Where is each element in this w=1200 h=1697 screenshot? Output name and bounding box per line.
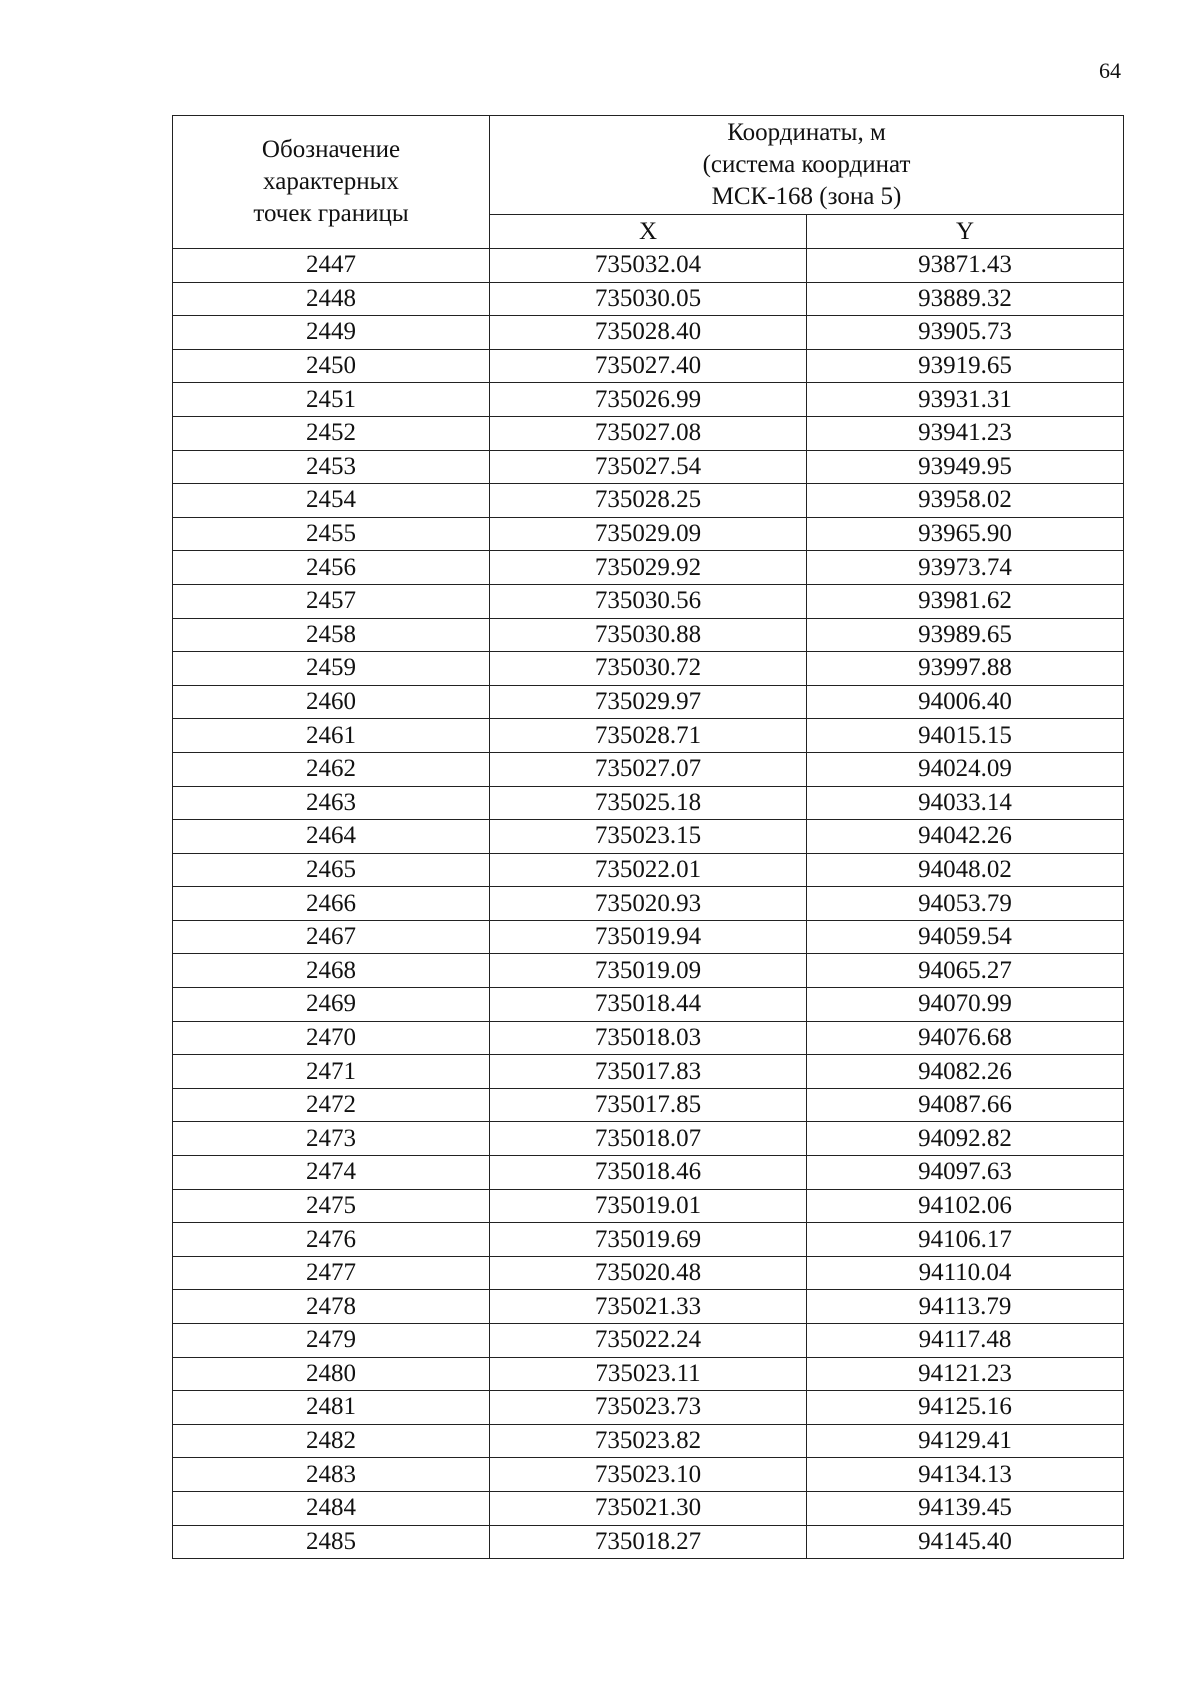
- cell-x: 735022.24: [490, 1324, 807, 1358]
- header-designation-line: точек границы: [253, 200, 409, 227]
- cell-y: 94110.04: [807, 1256, 1124, 1290]
- cell-x: 735027.08: [490, 416, 807, 450]
- cell-x: 735029.97: [490, 685, 807, 719]
- table-row: [173, 349, 1124, 383]
- table-row: [173, 517, 1124, 551]
- cell-x: 735018.46: [490, 1156, 807, 1190]
- cell-x: 735027.40: [490, 349, 807, 383]
- cell-y: 94134.13: [807, 1458, 1124, 1492]
- cell-point: 2468: [173, 954, 490, 988]
- header-point-designation: [173, 116, 490, 249]
- cell-point: 2472: [173, 1088, 490, 1122]
- cell-point: 2450: [173, 349, 490, 383]
- cell-y: 94129.41: [807, 1424, 1124, 1458]
- table-row: [173, 1189, 1124, 1223]
- table-body: [173, 249, 1124, 1559]
- table-row: [173, 887, 1124, 921]
- header-x: X: [490, 215, 807, 249]
- cell-point: 2478: [173, 1290, 490, 1324]
- cell-x: 735017.83: [490, 1055, 807, 1089]
- table-row: [173, 1055, 1124, 1089]
- cell-point: 2451: [173, 383, 490, 417]
- table-row: [173, 551, 1124, 585]
- table-row: [173, 652, 1124, 686]
- cell-y: 94042.26: [807, 820, 1124, 854]
- cell-point: 2449: [173, 316, 490, 350]
- cell-x: 735023.73: [490, 1391, 807, 1425]
- cell-y: 94070.99: [807, 988, 1124, 1022]
- cell-point: 2474: [173, 1156, 490, 1190]
- cell-x: 735028.71: [490, 719, 807, 753]
- cell-y: 94087.66: [807, 1088, 1124, 1122]
- page-number: 64: [1099, 58, 1121, 83]
- cell-y: 93989.65: [807, 618, 1124, 652]
- table-row: [173, 1491, 1124, 1525]
- cell-x: 735025.18: [490, 786, 807, 820]
- cell-point: 2482: [173, 1424, 490, 1458]
- table-row: [173, 1156, 1124, 1190]
- table-row: [173, 484, 1124, 518]
- table-row: [173, 1424, 1124, 1458]
- cell-x: 735023.11: [490, 1357, 807, 1391]
- cell-x: 735027.54: [490, 450, 807, 484]
- cell-point: 2485: [173, 1525, 490, 1559]
- cell-x: 735028.40: [490, 316, 807, 350]
- table-header: [173, 116, 1124, 249]
- cell-y: 93941.23: [807, 416, 1124, 450]
- header-coords-line: Координаты, м: [727, 119, 886, 146]
- cell-point: 2484: [173, 1491, 490, 1525]
- cell-x: 735019.09: [490, 954, 807, 988]
- table-row: [173, 820, 1124, 854]
- table-row: [173, 1324, 1124, 1358]
- cell-x: 735032.04: [490, 249, 807, 283]
- cell-x: 735021.33: [490, 1290, 807, 1324]
- cell-point: 2464: [173, 820, 490, 854]
- cell-y: 94113.79: [807, 1290, 1124, 1324]
- table-row: [173, 1391, 1124, 1425]
- cell-x: 735030.05: [490, 282, 807, 316]
- cell-y: 94092.82: [807, 1122, 1124, 1156]
- cell-y: 94082.26: [807, 1055, 1124, 1089]
- table-row: [173, 920, 1124, 954]
- cell-point: 2481: [173, 1391, 490, 1425]
- cell-x: 735018.03: [490, 1021, 807, 1055]
- cell-y: 93889.32: [807, 282, 1124, 316]
- cell-point: 2458: [173, 618, 490, 652]
- cell-point: 2476: [173, 1223, 490, 1257]
- cell-point: 2465: [173, 853, 490, 887]
- cell-x: 735030.88: [490, 618, 807, 652]
- table-row: [173, 450, 1124, 484]
- cell-x: 735018.07: [490, 1122, 807, 1156]
- cell-y: 94024.09: [807, 752, 1124, 786]
- cell-y: 94033.14: [807, 786, 1124, 820]
- header-designation-line: характерных: [263, 168, 399, 195]
- cell-point: 2473: [173, 1122, 490, 1156]
- cell-point: 2460: [173, 685, 490, 719]
- cell-point: 2456: [173, 551, 490, 585]
- cell-point: 2467: [173, 920, 490, 954]
- cell-x: 735019.94: [490, 920, 807, 954]
- cell-x: 735023.15: [490, 820, 807, 854]
- table-row: [173, 1021, 1124, 1055]
- cell-y: 94097.63: [807, 1156, 1124, 1190]
- cell-x: 735030.72: [490, 652, 807, 686]
- table-row: [173, 1458, 1124, 1492]
- cell-x: 735021.30: [490, 1491, 807, 1525]
- cell-point: 2455: [173, 517, 490, 551]
- cell-y: 94048.02: [807, 853, 1124, 887]
- table-row: [173, 316, 1124, 350]
- cell-y: 93931.31: [807, 383, 1124, 417]
- cell-y: 94065.27: [807, 954, 1124, 988]
- cell-x: 735022.01: [490, 853, 807, 887]
- cell-y: 93958.02: [807, 484, 1124, 518]
- table-row: [173, 853, 1124, 887]
- cell-y: 94139.45: [807, 1491, 1124, 1525]
- cell-point: 2454: [173, 484, 490, 518]
- cell-x: 735026.99: [490, 383, 807, 417]
- cell-point: 2483: [173, 1458, 490, 1492]
- table-row: [173, 416, 1124, 450]
- cell-y: 94015.15: [807, 719, 1124, 753]
- header-y: Y: [807, 215, 1124, 249]
- cell-x: 735020.48: [490, 1256, 807, 1290]
- cell-point: 2448: [173, 282, 490, 316]
- table-row: [173, 719, 1124, 753]
- table-row: [173, 752, 1124, 786]
- table-row: [173, 1122, 1124, 1156]
- table-row: [173, 1290, 1124, 1324]
- cell-point: 2471: [173, 1055, 490, 1089]
- cell-x: 735027.07: [490, 752, 807, 786]
- header-coords-line: (система координат: [702, 151, 911, 178]
- cell-x: 735019.69: [490, 1223, 807, 1257]
- cell-point: 2461: [173, 719, 490, 753]
- table-row: [173, 584, 1124, 618]
- cell-point: 2475: [173, 1189, 490, 1223]
- header-coordinates: [490, 116, 1124, 215]
- cell-point: 2459: [173, 652, 490, 686]
- cell-y: 93997.88: [807, 652, 1124, 686]
- cell-x: 735028.25: [490, 484, 807, 518]
- table-row: [173, 1256, 1124, 1290]
- table-row: [173, 282, 1124, 316]
- cell-point: 2470: [173, 1021, 490, 1055]
- cell-x: 735019.01: [490, 1189, 807, 1223]
- cell-x: 735030.56: [490, 584, 807, 618]
- cell-y: 93973.74: [807, 551, 1124, 585]
- table-row: [173, 249, 1124, 283]
- cell-x: 735018.27: [490, 1525, 807, 1559]
- cell-y: 93949.95: [807, 450, 1124, 484]
- table-row: [173, 954, 1124, 988]
- cell-y: 94121.23: [807, 1357, 1124, 1391]
- cell-point: 2453: [173, 450, 490, 484]
- cell-x: 735020.93: [490, 887, 807, 921]
- cell-y: 93871.43: [807, 249, 1124, 283]
- cell-y: 94125.16: [807, 1391, 1124, 1425]
- table-row: [173, 383, 1124, 417]
- table-row: [173, 988, 1124, 1022]
- cell-y: 93919.65: [807, 349, 1124, 383]
- cell-point: 2447: [173, 249, 490, 283]
- cell-x: 735018.44: [490, 988, 807, 1022]
- cell-x: 735017.85: [490, 1088, 807, 1122]
- cell-y: 94145.40: [807, 1525, 1124, 1559]
- cell-point: 2462: [173, 752, 490, 786]
- cell-y: 94053.79: [807, 887, 1124, 921]
- cell-point: 2477: [173, 1256, 490, 1290]
- coordinates-table: [172, 115, 1124, 1559]
- cell-y: 93905.73: [807, 316, 1124, 350]
- table-row: [173, 1223, 1124, 1257]
- cell-point: 2469: [173, 988, 490, 1022]
- cell-y: 94117.48: [807, 1324, 1124, 1358]
- cell-y: 93981.62: [807, 584, 1124, 618]
- cell-y: 94059.54: [807, 920, 1124, 954]
- cell-point: 2452: [173, 416, 490, 450]
- table-row: [173, 1357, 1124, 1391]
- table-row: [173, 618, 1124, 652]
- cell-y: 94006.40: [807, 685, 1124, 719]
- cell-point: 2480: [173, 1357, 490, 1391]
- table-row: [173, 1525, 1124, 1559]
- cell-y: 94106.17: [807, 1223, 1124, 1257]
- cell-point: 2457: [173, 584, 490, 618]
- cell-y: 94102.06: [807, 1189, 1124, 1223]
- cell-x: 735023.82: [490, 1424, 807, 1458]
- table-row: [173, 685, 1124, 719]
- table-row: [173, 786, 1124, 820]
- cell-point: 2463: [173, 786, 490, 820]
- cell-x: 735029.92: [490, 551, 807, 585]
- cell-x: 735029.09: [490, 517, 807, 551]
- cell-y: 93965.90: [807, 517, 1124, 551]
- header-coords-line: МСК-168 (зона 5): [711, 183, 902, 210]
- table-row: [173, 1088, 1124, 1122]
- cell-y: 94076.68: [807, 1021, 1124, 1055]
- header-designation-line: Обозначение: [261, 136, 401, 163]
- cell-point: 2466: [173, 887, 490, 921]
- cell-x: 735023.10: [490, 1458, 807, 1492]
- cell-point: 2479: [173, 1324, 490, 1358]
